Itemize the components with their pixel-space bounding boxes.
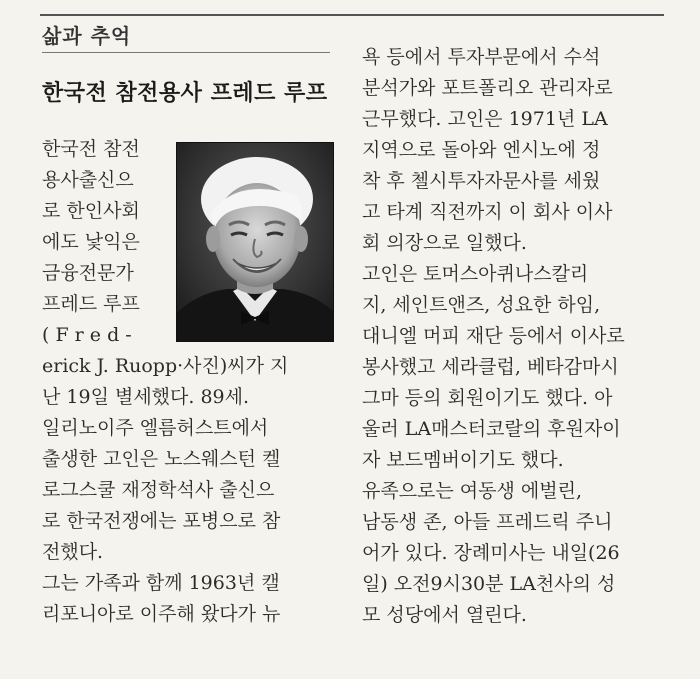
text-line: 착 후 첼시투자자문사를 세웠 [362,170,601,192]
text-line: 로그스쿨 재정학석사 출신으 [42,479,275,501]
article-left-column-top [42,134,140,351]
text-line: 지역으로 돌아와 엔시노에 정 [362,139,601,161]
text-line: 남동생 존, 아들 프레드릭 주니 [362,511,613,533]
text-line: 유족으로는 여동생 에벌린, [362,480,583,502]
text-line: 자 보드멤버이기도 했다. [362,449,564,471]
text-line: 용사출신으 [42,169,134,191]
text-line: 출생한 고인은 노스웨스턴 켈 [42,448,281,470]
text-line: 근무했다. 고인은 1971년 LA [362,108,608,130]
text-line: 그마 등의 회원이기도 했다. 아 [362,387,613,409]
text-line: 어가 있다. 장례미사는 내일(26 [362,542,620,564]
text-line: 에도 낯익은 [42,231,140,253]
text-line: 모 성당에서 열린다. [362,604,527,626]
text-line: 욕 등에서 투자부문에서 수석 [362,46,601,68]
text-line: 금융전문가 [42,262,134,284]
text-line: 리포니아로 이주해 왔다가 뉴 [42,603,281,625]
text-line: 한국전 참전 [42,138,140,160]
text-line: ( F r e d - [42,324,132,346]
section-label: 삶과 추억 [42,24,132,48]
text-line: 그는 가족과 함께 1963년 캘 [42,572,280,594]
text-line: 일) 오전9시30분 LA천사의 성 [362,573,616,595]
top-rule [40,14,664,16]
text-line: erick J. Ruopp·사진)씨가 지 [42,355,289,377]
text-line: 회 의장으로 일했다. [362,232,527,254]
text-line: 난 19일 별세했다. 89세. [42,386,250,408]
article-left-column [42,351,288,630]
text-line: 프레드 루프 [42,293,140,315]
text-line: 고 타계 직전까지 이 회사 이사 [362,201,613,223]
text-line: 로 한국전쟁에는 포병으로 참 [42,510,281,532]
text-line: 울러 LA매스터코랄의 후원자이 [362,418,621,440]
section-divider [42,52,330,53]
text-line: 고인은 토머스아퀴나스칼리 [362,263,589,285]
text-line: 대니엘 머피 재단 등에서 이사로 [362,325,625,347]
headline: 한국전 참전용사 프레드 루프 [42,81,328,106]
text-line: 봉사했고 세라클럽, 베타감마시 [362,356,619,378]
text-line: 전했다. [42,541,104,563]
text-line: 로 한인사회 [42,200,140,222]
text-line: 분석가와 포트폴리오 관리자로 [362,77,613,99]
text-line: 일리노이주 엘름허스트에서 [42,417,269,439]
text-line: 지, 세인트앤즈, 성요한 하임, [362,294,601,316]
portrait-photo [176,142,334,342]
article-right-column [362,42,625,631]
